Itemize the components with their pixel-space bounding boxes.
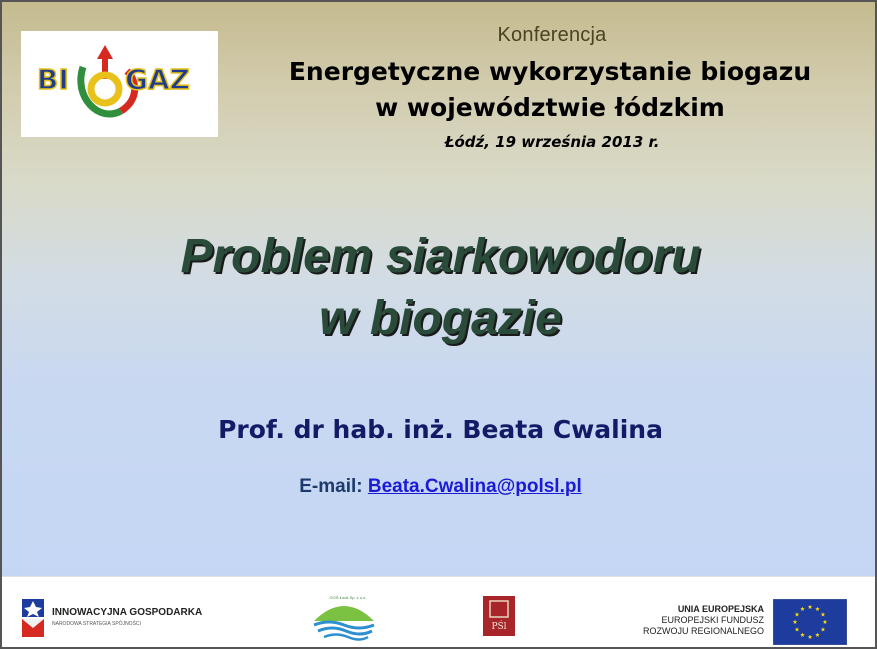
conference-title-line-2: w województwie łódzkim	[375, 93, 725, 122]
water-company-text: GOŚ-Łódź Sp. z o.o.	[329, 595, 367, 600]
polsl-emblem-text: PŚl	[491, 622, 507, 632]
biogaz-logo	[21, 31, 218, 137]
conference-title-line-1: Energetyczne wykorzystanie biogazu	[288, 57, 812, 86]
email-link[interactable]: Beata.Cwalina@polsl.pl	[367, 476, 582, 497]
ig-emblem-icon	[18, 597, 48, 639]
eu-line-1: UNIA EUROPEJSKA	[677, 604, 764, 614]
email-line	[102, 476, 779, 498]
water-waves-icon	[308, 595, 378, 643]
water-company-logo	[308, 595, 378, 643]
eu-fund-text	[614, 604, 764, 637]
eu-flag-icon	[773, 599, 847, 645]
ig-sub-text: NARODOWA STRATEGIA SPÓJNOŚCI	[52, 621, 141, 627]
biogaz-logo-graphic	[21, 31, 218, 137]
polsl-logo	[482, 595, 516, 637]
polsl-emblem-icon	[482, 595, 516, 637]
logo-letters-bi: BI	[37, 63, 69, 96]
conference-date: Łódź, 19 września 2013 r.	[444, 133, 660, 151]
conference-label: Konferencja	[497, 24, 607, 46]
eu-line-3: ROZWOJU REGIONALNEGO	[642, 626, 764, 636]
footer-logos	[2, 576, 875, 648]
presentation-title-line-1: Problem siarkowodoru	[180, 230, 701, 283]
logo-letters-gaz: GAZ	[125, 63, 190, 96]
presentation-title	[62, 226, 819, 350]
presentation-title-line-2: w biogazie	[319, 292, 562, 345]
innowacyjna-gospodarka-logo	[18, 597, 228, 639]
ig-main-text: INNOWACYJNA GOSPODARKA	[52, 607, 203, 618]
eu-line-2: EUROPEJSKI FUNDUSZ	[661, 615, 764, 625]
email-label: E-mail:	[299, 476, 368, 497]
conference-title	[252, 54, 848, 126]
author-name: Prof. dr hab. inż. Beata Cwalina	[218, 415, 663, 444]
